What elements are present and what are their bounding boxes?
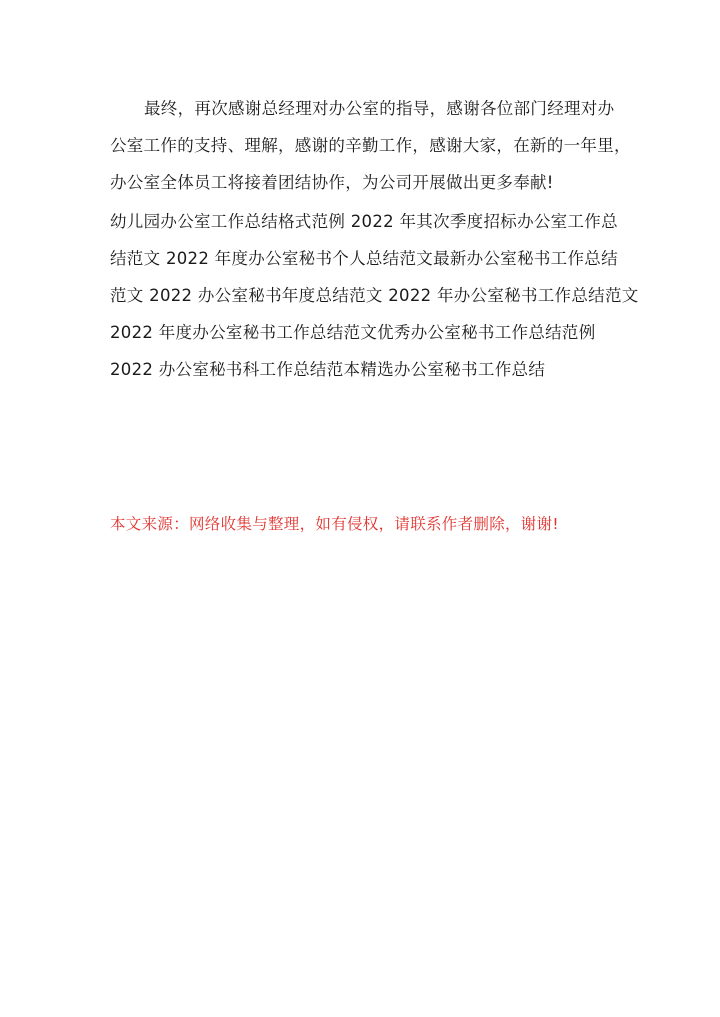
paragraph-line: 最终，再次感谢总经理对办公室的指导，感谢各位部门经理对办 [144,99,615,118]
paragraph-line: 办公室全体员工将接着团结协作，为公司开展做出更多奉献! [110,173,554,192]
closing-paragraph [110,95,631,195]
related-titles [110,208,639,388]
related-title-line: 结范文 2022 年度办公室秘书个人总结范文最新办公室秘书工作总结 [110,249,618,268]
related-title-line: 2022 年度办公室秘书工作总结范文优秀办公室秘书工作总结范例 [110,323,596,342]
source-notice: 本文来源：网络收集与整理，如有侵权，请联系作者删除，谢谢! [110,515,559,533]
related-title-line: 范文 2022 办公室秘书年度总结范文 2022 年办公室秘书工作总结范文 [110,286,639,305]
related-title-line: 2022 办公室秘书科工作总结范本精选办公室秘书工作总结 [110,360,546,379]
related-title-line: 幼儿园办公室工作总结格式范例 2022 年其次季度招标办公室工作总 [110,212,618,231]
paragraph-line: 公室工作的支持、理解，感谢的辛勤工作，感谢大家，在新的一年里， [110,136,631,155]
